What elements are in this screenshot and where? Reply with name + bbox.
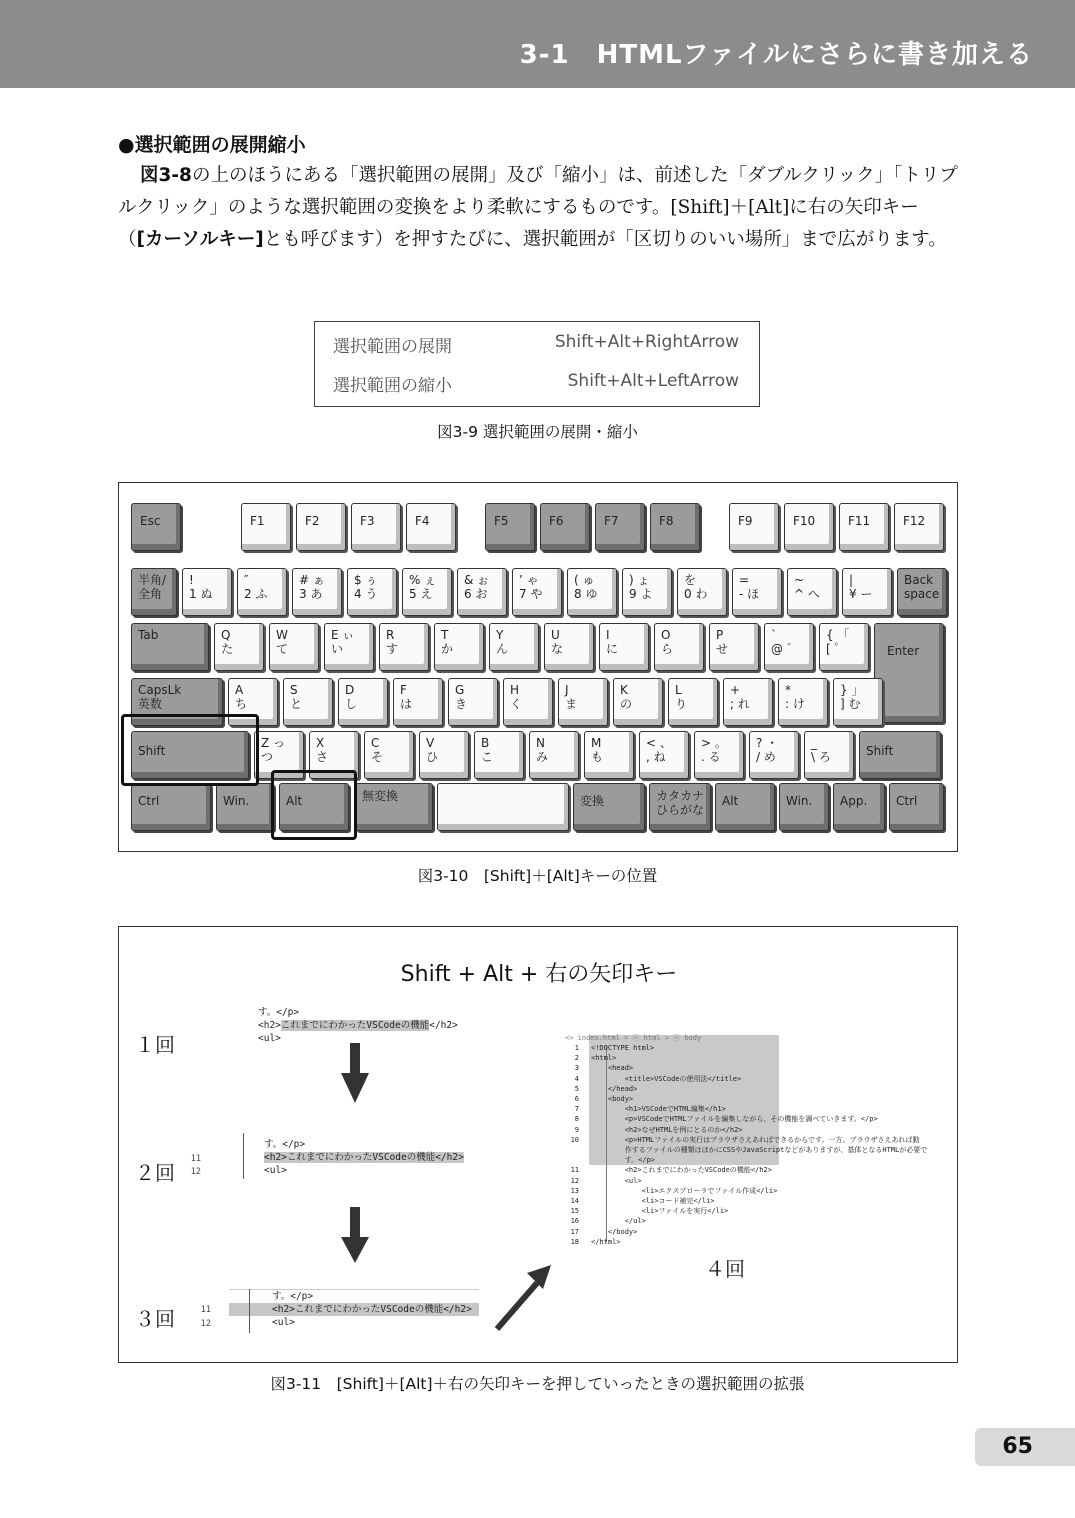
key-label-top: T か [441, 628, 454, 656]
key-label: カタカナ ひらがな [656, 789, 705, 817]
key-label-bottom: て [276, 642, 289, 656]
key-label-bottom: ん [496, 642, 509, 656]
key-shift-5[interactable] [474, 731, 524, 779]
key-esc[interactable] [131, 503, 181, 551]
line-text: </html> [591, 1237, 621, 1246]
key-label: F8 [659, 514, 674, 528]
key-bottom-0[interactable] [131, 783, 211, 831]
key-tab-4[interactable] [379, 623, 429, 671]
line-text: 作するファイルの種類はほかにCSSやJavaScriptなどがありますが、基体となるHTMLが必要で [591, 1146, 928, 1154]
shortcut-table [314, 321, 760, 407]
key-num-1[interactable] [182, 568, 232, 616]
page-number: 65 [1002, 1434, 1033, 1459]
line-number: 15 [570, 1207, 579, 1216]
key-label-top: | ¥ ー [849, 573, 873, 601]
key-label-bottom: し [345, 697, 358, 711]
key-label-bottom: 6 お [464, 587, 488, 601]
key-label-top: + ; れ [730, 683, 750, 711]
key-label-bottom: 5 え [409, 587, 433, 601]
step3-line-11: 11 [200, 1305, 211, 1315]
step2-line-11: 11 [190, 1154, 201, 1164]
key-label-top: U な [551, 628, 564, 656]
key-label-top: N み [536, 736, 549, 764]
figure-caption-3-9: 図3-9 選択範囲の展開・縮小 [437, 423, 638, 441]
key-bottom-8[interactable] [779, 783, 829, 831]
key-num-12[interactable] [787, 568, 837, 616]
key-label-top: $ ぅ 4 う [354, 573, 378, 601]
key-bottom-9[interactable] [833, 783, 885, 831]
line-text: <li>コード補完</li> [591, 1197, 715, 1205]
key-label-top: Back space [904, 573, 940, 601]
key-label-top: M も [591, 736, 604, 764]
key-tab-1[interactable] [214, 623, 264, 671]
step-label-4: ４回 [705, 1257, 745, 1281]
key-bottom-3[interactable] [355, 783, 433, 831]
key-label-bottom: - ほ [739, 587, 760, 601]
step2-selection: <h2>これまでにわかったVSCodeの機能</h2> [264, 1152, 464, 1163]
section-heading: ●選択範囲の展開縮小 [118, 134, 306, 156]
key-tab-11[interactable] [764, 623, 814, 671]
line-number: 6 [574, 1095, 579, 1103]
key-tab-5[interactable] [434, 623, 484, 671]
key-label-top: < 、 , ね [646, 736, 672, 764]
key-num-8[interactable] [567, 568, 617, 616]
line-text: <p>VSCodeでHTMLファイルを編集しながら、その機能を調べていきます。</p> [591, 1115, 878, 1124]
key-num-14[interactable] [897, 568, 947, 616]
key-f4[interactable] [406, 503, 456, 551]
step-label-2: ２回 [135, 1161, 175, 1185]
line-text: <body> [591, 1095, 634, 1103]
key-label-bottom: [ ゜ [826, 642, 847, 656]
key-shift-7[interactable] [584, 731, 634, 779]
key-label-top: D し [345, 683, 358, 711]
step1-code: す。</p> <h2>これまでにわかったVSCodeの機能</h2> <ul> [258, 1007, 458, 1044]
shortcut-name: 選択範囲の展開 [333, 337, 452, 357]
key-f3[interactable] [351, 503, 401, 551]
line-number: 4 [574, 1074, 579, 1083]
key-label: Alt [722, 794, 739, 808]
key-label-bottom: @ ゛ [771, 642, 799, 656]
key-label-top: } 」 ] む [840, 683, 864, 711]
key-label: Alt [286, 794, 303, 808]
key-label-bottom: そ [371, 750, 384, 764]
line-number: 14 [570, 1197, 579, 1205]
key-label: F7 [604, 514, 619, 528]
line-number: 18 [570, 1237, 579, 1246]
key-label: F2 [305, 514, 320, 528]
key-label-bottom: 4 う [354, 587, 378, 601]
key-label: 無変換 [362, 789, 399, 803]
key-label-bottom: ひ [426, 750, 439, 764]
key-label-bottom: み [536, 750, 549, 764]
shift-key-highlight [121, 714, 259, 786]
page-number-tab [975, 1428, 1075, 1466]
key-label: F9 [738, 514, 753, 528]
key-caps-3[interactable] [338, 678, 388, 726]
key-label: F12 [903, 514, 926, 528]
line-number: 12 [570, 1176, 579, 1185]
shortcut-row-expand [333, 332, 739, 356]
key-f11[interactable] [839, 503, 889, 551]
body-paragraph [118, 160, 960, 256]
line-text: <head> [591, 1064, 634, 1073]
key-label: 変換 [580, 794, 605, 808]
key-bottom-1[interactable] [216, 783, 274, 831]
key-label-bottom: , ね [646, 750, 666, 764]
key-label-bottom: ま [565, 697, 578, 711]
line-text: <p>HTMLファイルの実行はブラウザさえあればできるからです。一方、ブラウザさえあれば動 [591, 1135, 920, 1144]
line-number: 3 [574, 1064, 579, 1073]
key-num-0[interactable] [131, 568, 177, 616]
key-num-6[interactable] [457, 568, 507, 616]
key-label: Win. [223, 794, 250, 808]
key-label-top: P せ [716, 628, 729, 656]
key-label-top: # ぁ 3 あ [299, 573, 325, 601]
key-label-top: ~ ^ へ [794, 573, 820, 601]
key-f8[interactable] [650, 503, 700, 551]
key-label: F11 [848, 514, 871, 528]
key-f12[interactable] [894, 503, 944, 551]
key-label-top: H く [510, 683, 523, 711]
key-caps-2[interactable] [283, 678, 333, 726]
key-shift-6[interactable] [529, 731, 579, 779]
line-text: す。</p> [591, 1156, 656, 1165]
chapter-title: 3-1 HTMLファイルにさらに書き加える [519, 40, 1033, 70]
key-label-top: O ら [661, 628, 674, 656]
key-label: Win. [786, 794, 813, 808]
step4-breadcrumb: <> index.html > ⓔ html > ⓔ body [565, 1034, 702, 1042]
key-label: F4 [415, 514, 430, 528]
key-label-bottom: た [221, 642, 234, 656]
line-text: <h2>なぜHTMLを例にとるのか</h2> [591, 1125, 743, 1134]
key-label: Ctrl [138, 794, 160, 808]
line-text: <li>ファイルを実行</li> [591, 1207, 729, 1216]
key-label-top: ` @ ゛ [771, 628, 799, 656]
line-number: 16 [570, 1217, 579, 1226]
key-label-top: S と [290, 683, 303, 711]
key-label-top: ( ゅ 8 ゆ [574, 573, 598, 601]
key-label-top: { 「 [ ゜ [826, 628, 850, 656]
key-caps-11[interactable] [778, 678, 828, 726]
key-label: F10 [793, 514, 816, 528]
line-number: 9 [574, 1125, 579, 1134]
step3-code: す。</p> <h2>これまでにわかったVSCodeの機能</h2> <ul> [272, 1291, 472, 1328]
key-shift-11[interactable] [804, 731, 854, 779]
key-label-top: B こ [481, 736, 494, 764]
key-num-2[interactable] [237, 568, 287, 616]
key-num-4[interactable] [347, 568, 397, 616]
key-caps-8[interactable] [613, 678, 663, 726]
step2-line-12: 12 [190, 1167, 201, 1177]
line-number: 7 [574, 1105, 579, 1114]
key-label-top: = - ほ [739, 573, 760, 601]
key-label-bottom: space [904, 587, 940, 601]
key-label-top: X さ [316, 736, 329, 764]
key-label-bottom: / め [756, 750, 776, 764]
key-label-top: V ひ [426, 736, 439, 764]
key-label-top: Shift [138, 744, 166, 758]
line-number: 1 [574, 1044, 579, 1052]
paragraph-text-2: とも呼びます）を押すたびに、選択範囲が「区切りのいい場所」まで広がります。 [263, 229, 947, 250]
line-number: 5 [574, 1084, 579, 1093]
key-label-bottom: ら [661, 642, 674, 656]
key-label-top: * : け [785, 683, 805, 711]
key-label: App. [840, 794, 868, 808]
key-bottom-6[interactable] [649, 783, 711, 831]
line-number: 17 [570, 1227, 579, 1236]
key-label-top: C そ [371, 736, 384, 764]
key-bottom-10[interactable] [889, 783, 944, 831]
key-label: F6 [549, 514, 564, 528]
key-caps-6[interactable] [503, 678, 553, 726]
key-label-bottom: 3 あ [299, 587, 323, 601]
line-text: </ul> [591, 1217, 646, 1226]
key-num-13[interactable] [842, 568, 892, 616]
key-label-bottom: ; れ [730, 697, 750, 711]
key-label-top: & ぉ 6 お [464, 573, 490, 601]
key-bottom-7[interactable] [715, 783, 775, 831]
key-label-bottom: : け [785, 697, 805, 711]
key-shift-8[interactable] [639, 731, 689, 779]
key-label-bottom: 英数 [138, 697, 163, 711]
key-label-bottom: き [455, 697, 468, 711]
key-label-bottom: は [400, 697, 413, 711]
key-label-top: I に [606, 628, 619, 656]
key-label-top: Y ん [496, 628, 509, 656]
line-text: <title>VSCodeの使用法</title> [591, 1074, 742, 1083]
key-label-top: ? ・ / め [756, 736, 779, 764]
line-text: </body> [591, 1227, 638, 1236]
key-label-top: Enter [887, 644, 920, 658]
key-tab-13[interactable] [874, 623, 944, 723]
key-label-top: ’ ゃ 7 や [519, 573, 543, 601]
figure-caption-3-11: 図3-11 [Shift]＋[Alt]＋右の矢印キーを押していったときの選択範囲の拡張 [270, 1375, 805, 1393]
key-label-top: ! 1 ぬ [189, 573, 213, 601]
key-label-top: ) ょ 9 よ [629, 573, 653, 601]
paragraph-text-1: の上のほうにある「選択範囲の展開」及び「縮小」は、前述した「ダブルクリック」「トリプルクリック」のような選択範囲の変換をより柔軟にするものです。[Shift]＋[Alt]に右の矢印キー（ [118, 165, 958, 250]
key-label-bottom: ] む [840, 697, 861, 711]
key-label-bottom: 全角 [138, 587, 163, 601]
key-label-top: Tab [138, 628, 159, 642]
key-tab-3[interactable] [324, 623, 374, 671]
line-number: 10 [570, 1135, 579, 1144]
key-label-bottom: な [551, 642, 564, 656]
key-num-3[interactable] [292, 568, 342, 616]
down-arrow-icon [341, 1207, 369, 1263]
key-tab-12[interactable] [819, 623, 869, 671]
key-label-top: Shift [866, 744, 894, 758]
key-label-bottom: く [510, 697, 523, 711]
key-label-bottom: 1 ぬ [189, 587, 213, 601]
key-label-bottom: す [386, 642, 399, 656]
key-tab-7[interactable] [544, 623, 594, 671]
key-label-bottom: ¥ ー [849, 587, 873, 601]
key-f5[interactable] [485, 503, 535, 551]
key-label-bottom: \ ろ [811, 750, 831, 764]
shortcut-row-shrink [333, 371, 739, 395]
step3-line-12: 12 [200, 1319, 211, 1329]
key-tab-8[interactable] [599, 623, 649, 671]
line-number: 8 [574, 1115, 579, 1124]
key-label-top: _ \ ろ [811, 736, 831, 764]
key-shift-12[interactable] [859, 731, 941, 779]
key-label-bottom: も [591, 750, 604, 764]
key-label-top: G き [455, 683, 468, 711]
line-number: 13 [570, 1186, 579, 1195]
alt-key-highlight [271, 770, 357, 840]
keyboard-figure [118, 482, 958, 852]
key-label-top: F は [400, 683, 413, 711]
line-text: <ul> [591, 1176, 642, 1185]
key-bottom-5[interactable] [573, 783, 645, 831]
demo-title: Shift + Alt + 右の矢印キー [400, 962, 678, 987]
key-label-bottom: 8 ゆ [574, 587, 598, 601]
key-label-bottom: 7 や [519, 587, 543, 601]
diagonal-arrow-icon [497, 1265, 551, 1329]
key-label-top: ″ 2 ふ [244, 573, 268, 601]
key-label-bottom: に [606, 642, 619, 656]
key-label-top: A ち [235, 683, 248, 711]
key-caps-10[interactable] [723, 678, 773, 726]
shortcut-keys: Shift+Alt+RightArrow [554, 332, 739, 352]
key-num-5[interactable] [402, 568, 452, 616]
key-caps-7[interactable] [558, 678, 608, 726]
key-tab-10[interactable] [709, 623, 759, 671]
key-tab-2[interactable] [269, 623, 319, 671]
figure-reference: 図3-8 [140, 165, 192, 186]
shortcut-name: 選択範囲の縮小 [333, 376, 452, 396]
key-f6[interactable] [540, 503, 590, 551]
key-label-top: Q た [221, 628, 234, 656]
shortcut-keys: Shift+Alt+LeftArrow [567, 371, 739, 391]
key-label-bottom: つ [261, 750, 274, 764]
key-label-bottom: い [331, 642, 344, 656]
key-num-9[interactable] [622, 568, 672, 616]
key-label-top: L り [675, 683, 688, 711]
line-text: <!DOCTYPE html> [591, 1044, 655, 1052]
key-label: Ctrl [896, 794, 918, 808]
key-num-11[interactable] [732, 568, 782, 616]
key-f2[interactable] [296, 503, 346, 551]
key-shift-9[interactable] [694, 731, 744, 779]
key-label-bottom: 0 わ [684, 587, 708, 601]
key-caps-12[interactable] [833, 678, 883, 726]
key-tab-0[interactable] [131, 623, 209, 671]
chapter-header [0, 0, 1075, 88]
key-tab-9[interactable] [654, 623, 704, 671]
key-label-bottom: と [290, 697, 303, 711]
key-caps-9[interactable] [668, 678, 718, 726]
selection-demo-figure [118, 926, 958, 1363]
key-caps-5[interactable] [448, 678, 498, 726]
key-label-bottom: さ [316, 750, 329, 764]
key-label: F1 [250, 514, 265, 528]
key-label-bottom: ち [235, 697, 248, 711]
line-text: <li>エクスプローラでファイル作成</li> [591, 1186, 778, 1195]
line-text: <html> [591, 1054, 617, 1063]
key-label: F3 [360, 514, 375, 528]
key-f1[interactable] [241, 503, 291, 551]
key-f9[interactable] [729, 503, 779, 551]
key-label-top: % ぇ 5 え [409, 573, 437, 601]
key-label-top: CapsLk 英数 [138, 683, 182, 711]
key-label-top: R す [386, 628, 399, 656]
key-label-bottom: ^ へ [794, 587, 820, 601]
step-label-3: ３回 [135, 1307, 175, 1331]
key-label-bottom: か [441, 642, 454, 656]
key-label-bottom: 9 よ [629, 587, 653, 601]
key-caps-4[interactable] [393, 678, 443, 726]
key-f10[interactable] [784, 503, 834, 551]
key-label-top: E ぃ い [331, 628, 355, 656]
step2-code: す。</p> <h2>これまでにわかったVSCodeの機能</h2> <ul> [264, 1139, 464, 1176]
line-text: </head> [591, 1084, 638, 1093]
key-label-bottom: の [620, 697, 633, 711]
key-label-top: を 0 わ [684, 573, 708, 601]
key-shift-4[interactable] [419, 731, 469, 779]
key-num-7[interactable] [512, 568, 562, 616]
key-label: F5 [494, 514, 509, 528]
key-num-10[interactable] [677, 568, 727, 616]
line-number: 2 [574, 1054, 579, 1063]
key-shift-10[interactable] [749, 731, 799, 779]
key-label-top: J ま [565, 683, 578, 711]
down-arrow-icon [341, 1043, 369, 1103]
key-shift-3[interactable] [364, 731, 414, 779]
figure-caption-3-10: 図3-10 [Shift]＋[Alt]キーの位置 [417, 867, 658, 885]
key-label: Esc [140, 514, 161, 528]
key-label-bottom: り [675, 697, 688, 711]
line-text: <h2>これまでにわかったVSCodeの機能</h2> [591, 1166, 772, 1175]
key-label-top: K の [620, 683, 633, 711]
step1-selection: これまでにわかったVSCodeの機能 [280, 1020, 430, 1031]
key-tab-6[interactable] [489, 623, 539, 671]
key-label-bottom: . る [701, 750, 721, 764]
key-label-top: W て [276, 628, 289, 656]
key-label-bottom: 2 ふ [244, 587, 268, 601]
key-label-bottom: せ [716, 642, 729, 656]
key-label-top: > 。 . る [701, 736, 727, 764]
key-label-bottom: こ [481, 750, 494, 764]
key-label-top: 半角/ 全角 [138, 573, 167, 601]
cursor-key-term: [カーソルキー] [136, 229, 264, 250]
step-label-1: １回 [135, 1033, 175, 1057]
line-text: <h1>VSCodeでHTML編集</h1> [591, 1105, 726, 1114]
key-bottom-4[interactable] [437, 783, 569, 831]
line-number: 11 [570, 1166, 579, 1175]
key-label-top: Z っ つ [261, 736, 286, 764]
key-f7[interactable] [595, 503, 645, 551]
